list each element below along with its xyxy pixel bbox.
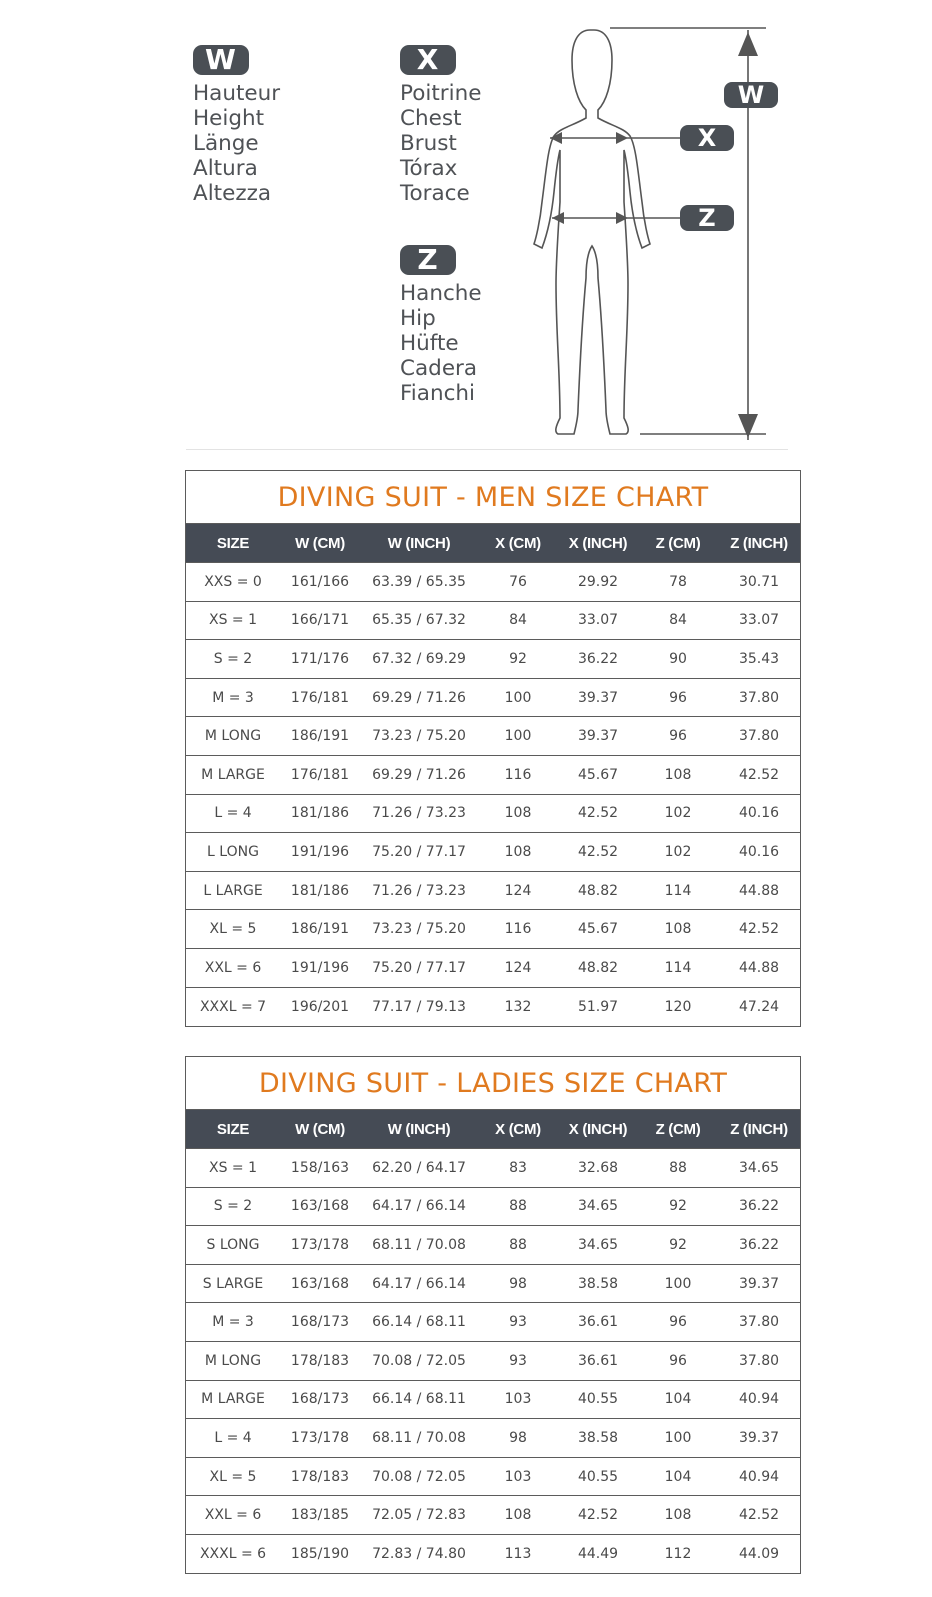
table-cell: 37.80 bbox=[718, 678, 800, 717]
table-cell: L = 4 bbox=[186, 794, 280, 833]
table-cell: 48.82 bbox=[558, 871, 638, 910]
table-cell: 34.65 bbox=[558, 1226, 638, 1265]
table-cell: L = 4 bbox=[186, 1419, 280, 1458]
table-cell: 71.26 / 73.23 bbox=[360, 871, 478, 910]
table-cell: 39.37 bbox=[718, 1419, 800, 1458]
table-cell: 77.17 / 79.13 bbox=[360, 987, 478, 1026]
table-cell: 186/191 bbox=[280, 717, 360, 756]
table-cell: 75.20 / 77.17 bbox=[360, 948, 478, 987]
table-cell: 73.23 / 75.20 bbox=[360, 717, 478, 756]
table-cell: 72.83 / 74.80 bbox=[360, 1534, 478, 1573]
table-cell: 73.23 / 75.20 bbox=[360, 910, 478, 949]
table-cell: 37.80 bbox=[718, 1341, 800, 1380]
table-row bbox=[186, 1303, 800, 1342]
table-cell: 108 bbox=[638, 910, 718, 949]
table-cell: 103 bbox=[478, 1380, 558, 1419]
table-cell: 42.52 bbox=[558, 794, 638, 833]
table-cell: 176/181 bbox=[280, 678, 360, 717]
table-cell: 92 bbox=[638, 1226, 718, 1265]
table-cell: 100 bbox=[478, 717, 558, 756]
men-size-chart bbox=[185, 470, 801, 1027]
table-cell: S LARGE bbox=[186, 1264, 280, 1303]
men-size-table bbox=[186, 524, 800, 1026]
table-row bbox=[186, 833, 800, 872]
table-cell: 68.11 / 70.08 bbox=[360, 1419, 478, 1458]
table-cell: 84 bbox=[478, 601, 558, 640]
table-cell: 42.52 bbox=[718, 910, 800, 949]
table-cell: 104 bbox=[638, 1457, 718, 1496]
table-cell: 96 bbox=[638, 717, 718, 756]
term-chest-it: Torace bbox=[400, 181, 470, 206]
table-cell: 66.14 / 68.11 bbox=[360, 1303, 478, 1342]
figure-badge-w: W bbox=[737, 81, 765, 109]
col-z-cm: Z (CM) bbox=[655, 1120, 701, 1138]
table-cell: XL = 5 bbox=[186, 1457, 280, 1496]
table-cell: 66.14 / 68.11 bbox=[360, 1380, 478, 1419]
table-cell: 161/166 bbox=[280, 563, 360, 602]
table-cell: 168/173 bbox=[280, 1380, 360, 1419]
table-cell: 114 bbox=[638, 871, 718, 910]
table-row bbox=[186, 1419, 800, 1458]
badge-x: X bbox=[400, 45, 456, 75]
table-cell: 47.24 bbox=[718, 987, 800, 1026]
table-cell: M LARGE bbox=[186, 755, 280, 794]
table-cell: 44.49 bbox=[558, 1534, 638, 1573]
table-cell: 100 bbox=[638, 1264, 718, 1303]
table-cell: 35.43 bbox=[718, 640, 800, 679]
table-cell: 108 bbox=[478, 833, 558, 872]
table-cell: 112 bbox=[638, 1534, 718, 1573]
table-cell: 44.88 bbox=[718, 948, 800, 987]
term-chest-es: Tórax bbox=[400, 156, 458, 181]
table-cell: S = 2 bbox=[186, 1187, 280, 1226]
table-row bbox=[186, 755, 800, 794]
body-measurement-figure bbox=[520, 22, 795, 452]
legend-hip bbox=[400, 245, 482, 406]
table-cell: 40.16 bbox=[718, 794, 800, 833]
table-cell: 124 bbox=[478, 871, 558, 910]
ladies-table-body bbox=[186, 1149, 800, 1574]
table-cell: 108 bbox=[638, 1496, 718, 1535]
term-chest-de: Brust bbox=[400, 131, 457, 156]
table-row bbox=[186, 871, 800, 910]
table-cell: 32.68 bbox=[558, 1149, 638, 1188]
table-cell: 181/186 bbox=[280, 794, 360, 833]
table-row bbox=[186, 1496, 800, 1535]
badge-w: W bbox=[193, 45, 249, 75]
table-row bbox=[186, 717, 800, 756]
table-cell: 72.05 / 72.83 bbox=[360, 1496, 478, 1535]
table-cell: 42.52 bbox=[558, 1496, 638, 1535]
table-cell: 40.55 bbox=[558, 1457, 638, 1496]
table-cell: 166/171 bbox=[280, 601, 360, 640]
table-cell: 33.07 bbox=[558, 601, 638, 640]
table-cell: 191/196 bbox=[280, 948, 360, 987]
col-x-cm: X (CM) bbox=[495, 534, 541, 552]
table-cell: 116 bbox=[478, 910, 558, 949]
term-hip-it: Fianchi bbox=[400, 381, 475, 406]
ladies-chart-title: DIVING SUIT - LADIES SIZE CHART bbox=[186, 1057, 800, 1110]
table-cell: 196/201 bbox=[280, 987, 360, 1026]
table-cell: 67.32 / 69.29 bbox=[360, 640, 478, 679]
table-row bbox=[186, 948, 800, 987]
table-cell: 40.94 bbox=[718, 1457, 800, 1496]
men-header-row bbox=[186, 524, 800, 563]
table-cell: 39.37 bbox=[558, 678, 638, 717]
table-cell: 69.29 / 71.26 bbox=[360, 755, 478, 794]
table-row bbox=[186, 563, 800, 602]
table-row bbox=[186, 910, 800, 949]
table-cell: 158/163 bbox=[280, 1149, 360, 1188]
table-cell: 108 bbox=[478, 794, 558, 833]
table-cell: 30.71 bbox=[718, 563, 800, 602]
table-cell: 69.29 / 71.26 bbox=[360, 678, 478, 717]
table-cell: 88 bbox=[478, 1226, 558, 1265]
table-cell: 90 bbox=[638, 640, 718, 679]
table-cell: 178/183 bbox=[280, 1341, 360, 1380]
table-cell: L LONG bbox=[186, 833, 280, 872]
col-size: SIZE bbox=[216, 534, 250, 552]
legend-chest bbox=[400, 45, 481, 206]
table-cell: 40.55 bbox=[558, 1380, 638, 1419]
table-cell: 42.52 bbox=[718, 1496, 800, 1535]
col-z-inch: Z (INCH) bbox=[730, 1120, 788, 1138]
men-table-body bbox=[186, 563, 800, 1026]
table-cell: M LONG bbox=[186, 1341, 280, 1380]
table-cell: L LARGE bbox=[186, 871, 280, 910]
table-cell: 36.22 bbox=[718, 1226, 800, 1265]
table-cell: 102 bbox=[638, 833, 718, 872]
table-cell: 34.65 bbox=[558, 1187, 638, 1226]
table-cell: 96 bbox=[638, 678, 718, 717]
table-cell: 39.37 bbox=[558, 717, 638, 756]
table-cell: 185/190 bbox=[280, 1534, 360, 1573]
table-cell: XL = 5 bbox=[186, 910, 280, 949]
table-cell: 96 bbox=[638, 1341, 718, 1380]
table-cell: M LARGE bbox=[186, 1380, 280, 1419]
figure-badge-z: Z bbox=[698, 204, 716, 232]
table-row bbox=[186, 1264, 800, 1303]
table-cell: 37.80 bbox=[718, 717, 800, 756]
table-cell: 114 bbox=[638, 948, 718, 987]
table-cell: 48.82 bbox=[558, 948, 638, 987]
table-cell: 70.08 / 72.05 bbox=[360, 1457, 478, 1496]
table-cell: M = 3 bbox=[186, 678, 280, 717]
table-row bbox=[186, 1226, 800, 1265]
table-cell: 132 bbox=[478, 987, 558, 1026]
table-cell: 75.20 / 77.17 bbox=[360, 833, 478, 872]
table-cell: 113 bbox=[478, 1534, 558, 1573]
term-hip-es: Cadera bbox=[400, 356, 478, 381]
col-size: SIZE bbox=[216, 1120, 250, 1138]
table-row bbox=[186, 794, 800, 833]
table-cell: M = 3 bbox=[186, 1303, 280, 1342]
table-cell: 98 bbox=[478, 1264, 558, 1303]
ladies-header-row bbox=[186, 1110, 800, 1149]
table-cell: 78 bbox=[638, 563, 718, 602]
table-cell: 173/178 bbox=[280, 1419, 360, 1458]
table-cell: 88 bbox=[478, 1187, 558, 1226]
table-cell: 103 bbox=[478, 1457, 558, 1496]
table-cell: 96 bbox=[638, 1303, 718, 1342]
table-cell: 40.16 bbox=[718, 833, 800, 872]
term-height-en: Height bbox=[193, 106, 265, 131]
col-z-cm: Z (CM) bbox=[655, 534, 701, 552]
divider bbox=[186, 449, 788, 450]
table-cell: 36.61 bbox=[558, 1303, 638, 1342]
table-cell: 186/191 bbox=[280, 910, 360, 949]
table-cell: 191/196 bbox=[280, 833, 360, 872]
table-row bbox=[186, 678, 800, 717]
table-cell: XXS = 0 bbox=[186, 563, 280, 602]
term-chest-fr: Poitrine bbox=[400, 81, 482, 106]
table-cell: 71.26 / 73.23 bbox=[360, 794, 478, 833]
col-z-inch: Z (INCH) bbox=[730, 534, 788, 552]
term-height-de: Länge bbox=[193, 131, 259, 156]
table-cell: 178/183 bbox=[280, 1457, 360, 1496]
table-cell: 45.67 bbox=[558, 910, 638, 949]
table-cell: 120 bbox=[638, 987, 718, 1026]
table-cell: M LONG bbox=[186, 717, 280, 756]
table-cell: 36.61 bbox=[558, 1341, 638, 1380]
table-cell: 76 bbox=[478, 563, 558, 602]
table-cell: 176/181 bbox=[280, 755, 360, 794]
table-cell: 102 bbox=[638, 794, 718, 833]
table-cell: 65.35 / 67.32 bbox=[360, 601, 478, 640]
col-x-inch: X (INCH) bbox=[568, 534, 628, 552]
table-cell: 183/185 bbox=[280, 1496, 360, 1535]
term-height-it: Altezza bbox=[193, 181, 272, 206]
table-cell: 37.80 bbox=[718, 1303, 800, 1342]
table-cell: 70.08 / 72.05 bbox=[360, 1341, 478, 1380]
table-cell: 33.07 bbox=[718, 601, 800, 640]
body-silhouette bbox=[534, 30, 650, 434]
table-cell: 83 bbox=[478, 1149, 558, 1188]
table-cell: 163/168 bbox=[280, 1187, 360, 1226]
table-cell: 124 bbox=[478, 948, 558, 987]
table-cell: XXL = 6 bbox=[186, 948, 280, 987]
table-cell: 64.17 / 66.14 bbox=[360, 1264, 478, 1303]
table-cell: 63.39 / 65.35 bbox=[360, 563, 478, 602]
table-cell: 173/178 bbox=[280, 1226, 360, 1265]
table-cell: 100 bbox=[638, 1419, 718, 1458]
col-x-inch: X (INCH) bbox=[568, 1120, 628, 1138]
badge-z: Z bbox=[400, 245, 456, 275]
table-cell: 38.58 bbox=[558, 1264, 638, 1303]
term-chest-en: Chest bbox=[400, 106, 462, 131]
table-cell: XXL = 6 bbox=[186, 1496, 280, 1535]
men-chart-title: DIVING SUIT - MEN SIZE CHART bbox=[186, 471, 800, 524]
table-cell: 38.58 bbox=[558, 1419, 638, 1458]
table-cell: 34.65 bbox=[718, 1149, 800, 1188]
term-hip-en: Hip bbox=[400, 306, 436, 331]
table-cell: XS = 1 bbox=[186, 1149, 280, 1188]
table-cell: 171/176 bbox=[280, 640, 360, 679]
col-w-inch: W (INCH) bbox=[387, 1120, 451, 1138]
table-row bbox=[186, 1457, 800, 1496]
table-cell: 45.67 bbox=[558, 755, 638, 794]
table-cell: 84 bbox=[638, 601, 718, 640]
table-cell: 51.97 bbox=[558, 987, 638, 1026]
table-cell: 39.37 bbox=[718, 1264, 800, 1303]
table-cell: 181/186 bbox=[280, 871, 360, 910]
table-cell: 104 bbox=[638, 1380, 718, 1419]
figure-badge-x: X bbox=[697, 124, 717, 152]
table-cell: 100 bbox=[478, 678, 558, 717]
table-cell: 42.52 bbox=[718, 755, 800, 794]
table-cell: 44.88 bbox=[718, 871, 800, 910]
table-cell: 163/168 bbox=[280, 1264, 360, 1303]
term-height-es: Altura bbox=[193, 156, 258, 181]
table-cell: 116 bbox=[478, 755, 558, 794]
ladies-size-chart bbox=[185, 1056, 801, 1574]
table-row bbox=[186, 1534, 800, 1573]
table-cell: 88 bbox=[638, 1149, 718, 1188]
col-w-cm: W (CM) bbox=[295, 1120, 345, 1138]
table-row bbox=[186, 1341, 800, 1380]
table-cell: 36.22 bbox=[558, 640, 638, 679]
col-w-cm: W (CM) bbox=[295, 534, 345, 552]
term-hip-de: Hüfte bbox=[400, 331, 459, 356]
table-cell: 92 bbox=[638, 1187, 718, 1226]
table-cell: 40.94 bbox=[718, 1380, 800, 1419]
col-x-cm: X (CM) bbox=[495, 1120, 541, 1138]
col-w-inch: W (INCH) bbox=[387, 534, 451, 552]
table-row bbox=[186, 1149, 800, 1188]
table-cell: 92 bbox=[478, 640, 558, 679]
table-cell: 64.17 / 66.14 bbox=[360, 1187, 478, 1226]
table-row bbox=[186, 987, 800, 1026]
table-cell: 108 bbox=[638, 755, 718, 794]
table-cell: 93 bbox=[478, 1341, 558, 1380]
table-cell: 42.52 bbox=[558, 833, 638, 872]
table-cell: XXXL = 6 bbox=[186, 1534, 280, 1573]
table-row bbox=[186, 601, 800, 640]
table-cell: 44.09 bbox=[718, 1534, 800, 1573]
table-row bbox=[186, 640, 800, 679]
table-cell: 36.22 bbox=[718, 1187, 800, 1226]
table-cell: S = 2 bbox=[186, 640, 280, 679]
ladies-size-table bbox=[186, 1110, 800, 1573]
legend-height bbox=[193, 45, 280, 206]
table-cell: XXXL = 7 bbox=[186, 987, 280, 1026]
table-cell: 68.11 / 70.08 bbox=[360, 1226, 478, 1265]
table-cell: 62.20 / 64.17 bbox=[360, 1149, 478, 1188]
table-row bbox=[186, 1187, 800, 1226]
table-cell: 93 bbox=[478, 1303, 558, 1342]
table-cell: 108 bbox=[478, 1496, 558, 1535]
table-cell: 98 bbox=[478, 1419, 558, 1458]
table-cell: 29.92 bbox=[558, 563, 638, 602]
term-hip-fr: Hanche bbox=[400, 281, 482, 306]
table-row bbox=[186, 1380, 800, 1419]
table-cell: 168/173 bbox=[280, 1303, 360, 1342]
table-cell: XS = 1 bbox=[186, 601, 280, 640]
table-cell: S LONG bbox=[186, 1226, 280, 1265]
term-height-fr: Hauteur bbox=[193, 81, 281, 106]
